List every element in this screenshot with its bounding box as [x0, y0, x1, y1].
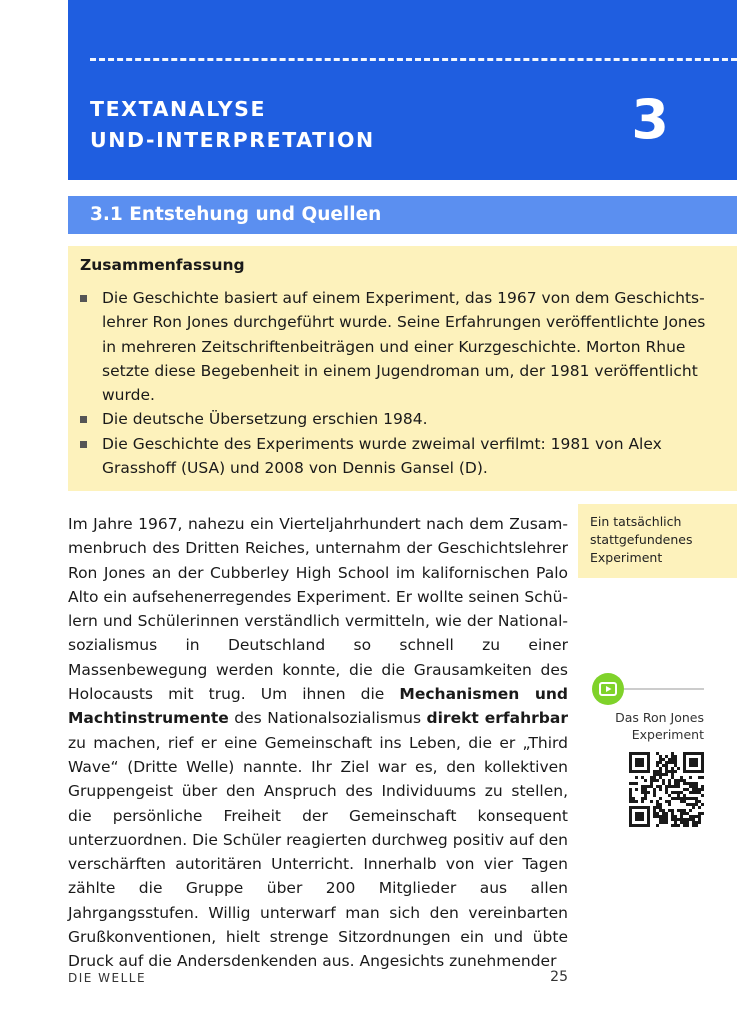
- dashed-divider: [90, 58, 737, 61]
- square-bullet-icon: [80, 416, 87, 423]
- page-number: 25: [550, 969, 568, 985]
- body-paragraph: [68, 512, 568, 974]
- chapter-title-line-1: TEXTANALYSE: [90, 97, 267, 121]
- chapter-number: 3: [631, 88, 669, 151]
- chapter-title: [90, 94, 375, 156]
- body-text-part: des Nationalsozialismus: [228, 709, 427, 728]
- video-play-button[interactable]: [592, 673, 624, 705]
- summary-item: [80, 407, 720, 431]
- margin-note-text: Ein tatsächlich stattgefundenes Experiment: [590, 514, 693, 565]
- body-emphasis: Mechanismen und Machtinstrumente: [68, 685, 569, 728]
- video-caption-line-1: Das Ron Jones: [615, 710, 704, 725]
- summary-box: [68, 246, 737, 491]
- summary-item-text: Die deutsche Übersetzung erschien 1984.: [102, 410, 428, 429]
- summary-heading: Zusammenfassung: [80, 256, 245, 274]
- summary-item-text: Die Geschichte basiert auf einem Experiment, das 1967 von dem Geschichtslehrer Ron Jones durchgeführt wurde. Seine Erfahrungen veröffentlichte Jones in mehreren Zeitschriftenbeiträgen und einer Kurzgeschichte. Morton Rhue setzte diese Begebenheit in einem Jugendroman um, der 1981 veröffentlicht wurde.: [102, 289, 706, 405]
- video-divider: [624, 688, 704, 690]
- body-text-part: zu machen, rief er eine Gemeinschaft ins Leben, die er „Third Wave“ (Dritte Welle) nannte. Ihr Ziel war es, den kollektiven Gruppengeist über den Anspruch des Individuums zu stellen, die persönliche Freiheit der Gemeinschaft konsequent unterzuordnen. Die Schüler reagierten durchweg positiv auf den verschärften autoritären Unterricht. Innerhalb von vier Tagen zählte die Gruppe über 200 Mitglieder aus allen Jahrgangsstufen. Willig unterwarf man sich den vereinbarten Grußkonventionen, hielt strenge Sitzordnungen ein und übte Druck auf die Andersdenkenden aus. Angesichts zunehmender: [68, 733, 568, 971]
- summary-list: [80, 286, 720, 480]
- square-bullet-icon: [80, 295, 87, 302]
- margin-note: [578, 504, 737, 578]
- summary-item: [80, 432, 720, 481]
- body-text-part: Im Jahre 1967, nahezu ein Vierteljahrhundert nach dem Zusammenbruch des Dritten Reiches, unternahm der Geschichtslehrer Ron Jones an der Cubberley High School im kalifornischen Palo Alto ein aufsehenerregendes Experiment. Er wollte seinen Schülern und Schülerinnen verständlich vermitteln, wie der Nationalsozialismus in Deutschland so schnell zu einer Massenbewegung werden konnte, die die Grausamkeiten des Holocausts mit trug. Um ihnen die: [68, 515, 568, 704]
- footer-book-title: DIE WELLE: [68, 971, 147, 985]
- summary-item: [80, 286, 720, 407]
- video-caption[interactable]: [578, 710, 704, 743]
- section-title: 3.1 Entstehung und Quellen: [90, 204, 382, 225]
- square-bullet-icon: [80, 441, 87, 448]
- summary-item-text: Die Geschichte des Experiments wurde zweimal verfilmt: 1981 von Alex Grasshoff (USA) und 2008 von Dennis Gansel (D).: [102, 434, 662, 478]
- chapter-title-line-2: UND-INTERPRETATION: [90, 128, 375, 152]
- section-bar: [68, 196, 737, 234]
- video-caption-line-2: Experiment: [631, 726, 704, 742]
- chapter-header: [68, 0, 737, 180]
- body-emphasis: direkt erfahrbar: [426, 709, 568, 728]
- play-icon: [592, 673, 624, 705]
- qr-code-icon[interactable]: [629, 752, 704, 827]
